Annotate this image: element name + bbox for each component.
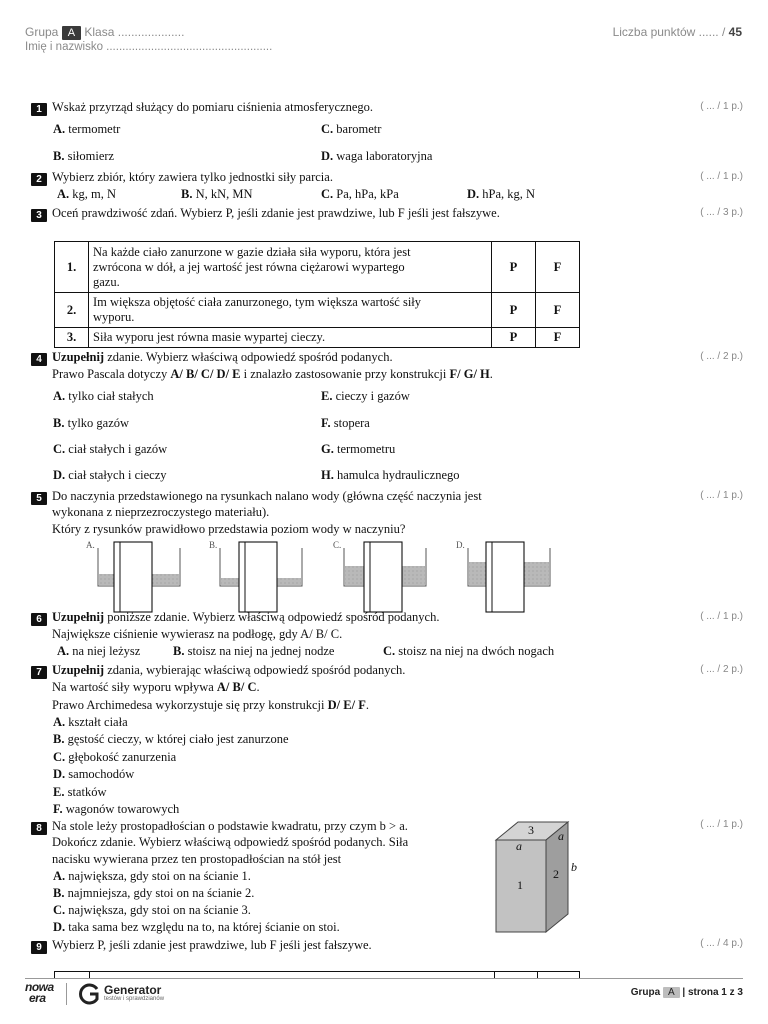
generator-subtitle: testów i sprawdzianów xyxy=(104,996,165,1002)
points-box: ( ... / 1 p.) xyxy=(700,819,743,830)
question-text: Uzupełnij zdanie. Wybierz właściwą odpowiedź spośród podanych. xyxy=(52,350,393,364)
figure-label: B. xyxy=(209,540,218,550)
points-box: ( ... / 4 p.) xyxy=(700,938,743,949)
answer-option[interactable]: B. N, kN, MN xyxy=(181,187,253,201)
question-number: 8 xyxy=(31,822,47,835)
false-option[interactable]: F xyxy=(536,328,580,348)
answer-option[interactable]: B. stoisz na niej na jednej nodze xyxy=(173,644,335,658)
question-text: Dokończ zdanie. Wybierz właściwą odpowiedź spośród podanych. Siła xyxy=(52,835,409,849)
face-label-side: 2 xyxy=(553,867,559,881)
figure-label: D. xyxy=(456,540,465,550)
question-number: 9 xyxy=(31,941,47,954)
question-text: nacisku wywierana przez ten prostopadłościan na stół jest xyxy=(52,852,342,866)
answer-option[interactable]: B. siłomierz xyxy=(53,149,115,163)
true-option[interactable]: P xyxy=(492,242,536,293)
question-text: Który z rysunków prawidłowo przedstawia poziom wody w naczyniu? xyxy=(52,522,406,536)
question-text: Oceń prawdziwość zdań. Wybierz P, jeśli zdanie jest prawdziwe, lub F jeśli jest fałszywe. xyxy=(52,206,500,220)
question-text: Na stole leży prostopadłościan o podstawie kwadratu, przy czym b > a. xyxy=(52,819,408,833)
answer-option[interactable]: A. termometr xyxy=(53,122,121,136)
figure-label: C. xyxy=(333,540,342,550)
answer-option[interactable]: F. wagonów towarowych xyxy=(53,802,180,816)
question-text: Uzupełnij poniższe zdanie. Wybierz właściwą odpowiedź spośród podanych. xyxy=(52,610,440,624)
edge-label-a-front: a xyxy=(516,839,522,853)
question-sentence: Prawo Pascala dotyczy A/ B/ C/ D/ E i znalazło zastosowanie przy konstrukcji F/ G/ H. xyxy=(52,367,493,381)
points-header xyxy=(613,25,742,39)
answer-option[interactable]: C. stoisz na niej na dwóch nogach xyxy=(383,644,555,658)
question-text: Do naczynia przedstawionego na rysunkach nalano wody (główna część naczynia jest xyxy=(52,489,482,503)
face-label-top: 3 xyxy=(528,823,534,837)
footer-divider xyxy=(25,978,743,979)
table-row: 2. Im większa objętość ciała zanurzonego, tym większa wartość siły wyporu. P F xyxy=(55,293,580,328)
vessel-figure-a[interactable] xyxy=(98,542,180,612)
false-option[interactable]: F xyxy=(536,293,580,328)
face-label-front: 1 xyxy=(517,878,523,892)
question-number: 3 xyxy=(31,209,47,222)
logo-divider xyxy=(66,983,67,1005)
answer-option[interactable]: C. największa, gdy stoi on na ścianie 3. xyxy=(53,903,251,917)
question-text: Wybierz zbiór, który zawiera tylko jednostki siły parcia. xyxy=(52,170,333,184)
table-row: 1. Na każde ciało zanurzone w gazie działa siła wyporu, która jest zwrócona w dół, a jej wartość jest równa ciężarowi wypartego gazu. P F xyxy=(55,242,580,293)
true-false-table xyxy=(54,241,580,348)
answer-option[interactable]: D. waga laboratoryjna xyxy=(321,149,433,163)
answer-option[interactable]: A. największa, gdy stoi on na ścianie 1. xyxy=(53,869,251,883)
answer-option[interactable]: C. barometr xyxy=(321,122,382,136)
answer-option[interactable]: D. samochodów xyxy=(53,767,135,781)
question-number: 2 xyxy=(31,173,47,186)
vessel-figure-c[interactable] xyxy=(344,542,426,612)
edge-label-a-top: a xyxy=(558,829,564,843)
answer-option[interactable]: D. ciał stałych i cieczy xyxy=(53,468,167,482)
answer-option[interactable]: A. kg, m, N xyxy=(57,187,117,201)
vessel-figures xyxy=(80,538,560,614)
answer-option[interactable]: F. stopera xyxy=(321,416,370,430)
answer-option[interactable]: D. taka sama bez względu na to, na której ścianie on stoi. xyxy=(53,920,340,934)
header-group xyxy=(25,25,184,40)
generator-title: Generator xyxy=(104,983,162,997)
points-box: ( ... / 1 p.) xyxy=(700,611,743,622)
answer-option[interactable]: E. cieczy i gazów xyxy=(321,389,410,403)
table-row: 3. Siła wyporu jest równa masie wypartej cieczy. P F xyxy=(55,328,580,348)
true-option[interactable]: P xyxy=(492,328,536,348)
question-number: 5 xyxy=(31,492,47,505)
points-total: 45 xyxy=(728,25,742,39)
figure-label: A. xyxy=(86,540,95,550)
answer-option[interactable]: D. hPa, kg, N xyxy=(467,187,536,201)
page-indicator: Grupa A | strona 1 z 3 xyxy=(630,987,743,998)
nowa-era-logo: nowa era xyxy=(25,980,54,1005)
edge-label-b: b xyxy=(571,860,577,874)
cuboid-figure xyxy=(490,818,590,934)
vessel-figure-b[interactable] xyxy=(220,542,302,612)
answer-option[interactable]: C. ciał stałych i gazów xyxy=(53,442,168,456)
points-box: ( ... / 2 p.) xyxy=(700,664,743,675)
points-box: ( ... / 1 p.) xyxy=(700,101,743,112)
question-number: 1 xyxy=(31,103,47,116)
question-sentence: Na wartość siły wyporu wpływa A/ B/ C. xyxy=(52,680,260,694)
answer-option[interactable]: C. głębokość zanurzenia xyxy=(53,750,177,764)
answer-option[interactable]: B. najmniejsza, gdy stoi on na ścianie 2. xyxy=(53,886,255,900)
question-text: Wskaż przyrząd służący do pomiaru ciśnienia atmosferycznego. xyxy=(52,100,374,114)
points-box: ( ... / 1 p.) xyxy=(700,171,743,182)
answer-option[interactable]: H. hamulca hydraulicznego xyxy=(321,468,460,482)
question-sentence: Największe ciśnienie wywierasz na podłogę, gdy A/ B/ C. xyxy=(52,627,343,641)
footer-group-badge: A xyxy=(663,987,680,998)
answer-option[interactable]: B. tylko gazów xyxy=(53,416,130,430)
answer-option[interactable]: A. kształt ciała xyxy=(53,715,128,729)
table-partial xyxy=(54,971,580,978)
question-number: 4 xyxy=(31,353,47,366)
question-sentence: Prawo Archimedesa wykorzystuje się przy konstrukcji D/ E/ F. xyxy=(52,698,369,712)
answer-option[interactable]: A. tylko ciał stałych xyxy=(53,389,154,403)
answer-option[interactable]: G. termometru xyxy=(321,442,396,456)
true-option[interactable]: P xyxy=(492,293,536,328)
name-field: Imię i nazwisko .................................................... xyxy=(25,41,273,53)
points-box: ( ... / 3 p.) xyxy=(700,207,743,218)
answer-option[interactable]: A. na niej leżysz xyxy=(57,644,141,658)
question-number: 7 xyxy=(31,666,47,679)
false-option[interactable]: F xyxy=(536,242,580,293)
question-number: 6 xyxy=(31,613,47,626)
question-text: wykonana z nieprzezroczystego materiału). xyxy=(52,505,270,519)
class-field: Klasa .................... xyxy=(84,25,185,39)
generator-logo-icon xyxy=(77,982,101,1006)
points-box: ( ... / 1 p.) xyxy=(700,490,743,501)
answer-option[interactable]: B. gęstość cieczy, w której ciało jest zanurzone xyxy=(53,732,289,746)
points-label: Liczba punktów ...... / xyxy=(612,25,726,39)
question-text: Wybierz P, jeśli zdanie jest prawdziwe, lub F jeśli jest fałszywe. xyxy=(52,938,372,952)
vessel-figure-d[interactable] xyxy=(468,542,550,612)
group-badge: A xyxy=(62,26,81,40)
question-text: Uzupełnij zdania, wybierając właściwą odpowiedź spośród podanych. xyxy=(52,663,406,677)
answer-option[interactable]: C. Pa, hPa, kPa xyxy=(321,187,399,201)
points-box: ( ... / 2 p.) xyxy=(700,351,743,362)
group-label: Grupa xyxy=(25,25,59,39)
answer-option[interactable]: E. statków xyxy=(53,785,107,799)
